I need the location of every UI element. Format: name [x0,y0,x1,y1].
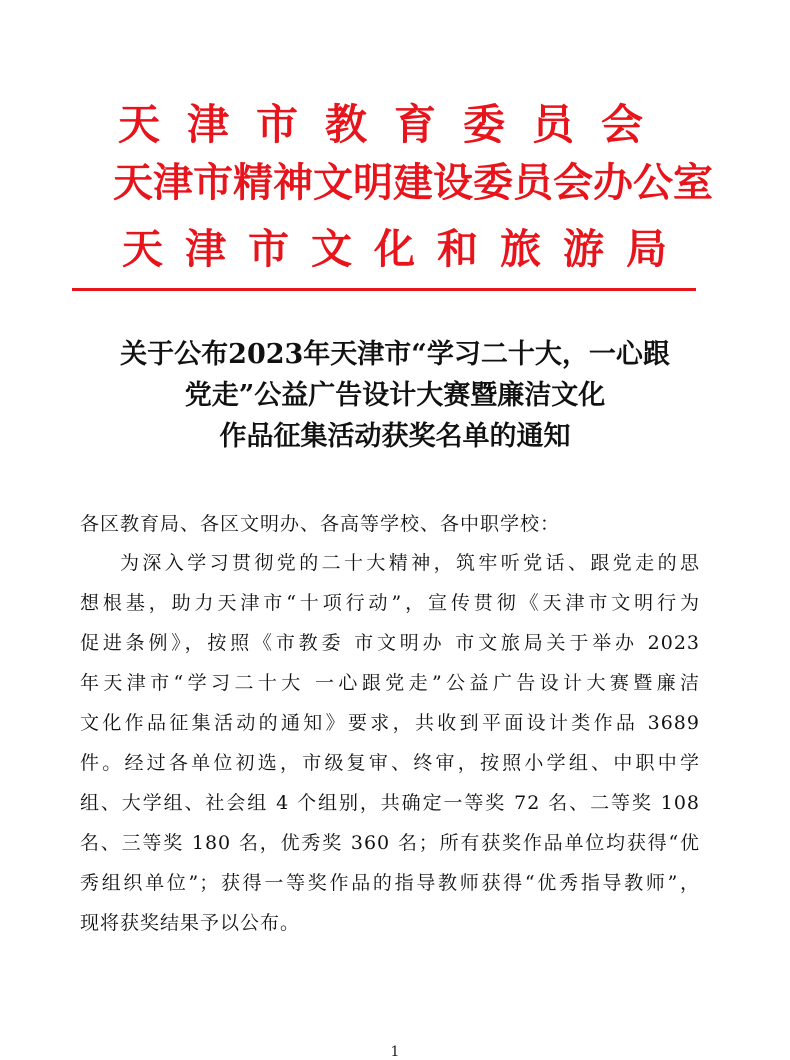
red-header-divider [72,288,696,291]
title-line: 党走”公益广告设计大赛暨廉洁文化 [184,380,606,411]
org-name-civilization-office: 天津市精神文明建设委员会办公室 [113,159,713,206]
org-name-culture-tourism-bureau: 天津市文化和旅游局 [122,225,689,273]
title-line: 关于公布2023年天津市“学习二十大，一心跟 [120,339,670,370]
page-number: 1 [390,1044,400,1060]
body-line: 促进条例》，按照《市教委 市文明办 市文旅局关于举办 2023 [80,632,700,654]
body-line: 名、三等奖 180 名，优秀奖 360 名；所有获奖作品单位均获得“优 [80,832,700,854]
body-line: 组、大学组、社会组 4 个组别，共确定一等奖 72 名、二等奖 108 [80,792,700,814]
org-name-education-commission: 天津市教育委员会 [118,100,671,149]
body-line: 件。经过各单位初选，市级复审、终审，按照小学组、中职中学 [80,752,700,774]
body-line: 文化作品征集活动的通知》要求，共收到平面设计类作品 3689 [80,712,700,734]
body-line: 现将获奖结果予以公布。 [80,912,301,934]
body-line: 年天津市“学习二十大 一心跟党走”公益广告设计大赛暨廉洁 [80,672,700,694]
body-paragraph [80,543,700,943]
body-line: 为深入学习贯彻党的二十大精神，筑牢听党话、跟党走的思 [120,552,700,574]
title-line: 作品征集活动获奖名单的通知 [219,421,571,452]
body-line: 想根基，助力天津市“十项行动”，宣传贯彻《天津市文明行为 [80,592,700,614]
salutation: 各区教育局、各区文明办、各高等学校、各中职学校： [80,513,561,535]
body-line: 秀组织单位”；获得一等奖作品的指导教师获得“优秀指导教师”， [80,872,700,894]
document-title [60,334,730,457]
